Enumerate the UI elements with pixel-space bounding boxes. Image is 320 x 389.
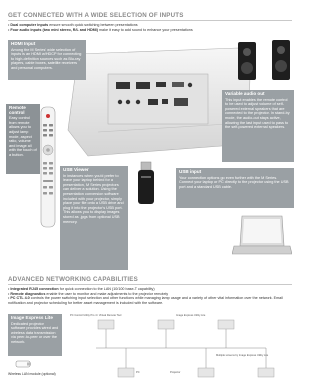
bullet-item: • Remote diagnostics enable the user to monitor and make adjustments to the projector remotely — [8, 291, 169, 296]
usb-drive-icon — [132, 160, 162, 210]
network-diagram — [66, 314, 294, 384]
diagram-label-pc: PC — [136, 371, 140, 374]
laptop-illustration — [232, 212, 292, 262]
usb-viewer-callout — [60, 166, 128, 270]
diagram-label-multiple-screens: Multiple screens by Image Express Utility Lite — [216, 354, 269, 357]
bullet-item: • Dual computer inputs ensure smooth quick switching between presentations — [8, 23, 138, 27]
divider — [8, 20, 292, 21]
wireless-module-icon — [14, 358, 32, 372]
bullet-list-networking — [8, 287, 292, 305]
remote-icon — [40, 106, 56, 230]
diagram-label-projector: Projector — [170, 371, 181, 374]
variable-audio-text: This input enables the remote control to be used to adjust volume of self-powered external speakers that are connected to the projector. In stand-by mode, the audio-out stays active, allowing the last input used to pass to the self-powered external speakers. — [225, 97, 290, 130]
diagram-label-image-express: Image Express Utility Lite — [176, 314, 206, 317]
laptop-icon — [232, 212, 292, 262]
speakers-illustration — [236, 38, 294, 84]
bullet-list-inputs — [8, 23, 292, 32]
variable-audio-callout — [222, 90, 294, 162]
image-express-text: Dedicated projector software provides wired and wireless data transmission via peer-to-peer or over the network. — [11, 321, 59, 344]
hdmi-input-callout — [8, 40, 86, 80]
wireless-module-illustration — [14, 358, 32, 372]
divider — [8, 284, 292, 285]
section-title-inputs: GET CONNECTED WITH A WIDE SELECTION OF INPUTS — [8, 12, 184, 19]
hdmi-input-text: Among the M Series' wide selection of inputs is an HDMI w/HDCP for connecting to high-definition sources such as Blu-ray players, cable boxes, satellite receivers and personal computers. — [11, 47, 82, 70]
hdmi-input-title: HDMI Input — [11, 41, 36, 46]
usb-viewer-title: USB Viewer — [63, 167, 89, 172]
usb-viewer-text: In instances when you'd prefer to leave your laptop behind for a presentation, M Series projectors can deliver a solution. Using the presentation conversion software included with your projector, simply place your file onto a USB drive and plug it into the projector's USB port. This allows you to display images stored as .jpgs from optional USB memory. — [63, 173, 124, 224]
usb-input-text: Your connection options go even further with the M Series. Connect your laptop or PC directly to the projector using the USB port and a standard USB cable. — [179, 175, 289, 189]
wireless-lan-label: Wireless LAN module (optional) — [8, 372, 56, 376]
usb-input-callout — [176, 168, 294, 208]
section-title-networking: ADVANCED NETWORKING CAPABILITIES — [8, 276, 138, 283]
remote-control-title: Remote control — [9, 105, 26, 115]
remote-control-callout — [6, 104, 40, 174]
speaker-icon — [236, 38, 294, 84]
bullet-item: • Four audio inputs (two mini stereo, R/L and HDMI) make it easy to add sound to enhance your presentations — [8, 27, 193, 32]
usb-drive-illustration — [132, 160, 162, 210]
bullet-item: • PC CTL 4.0 controls the power switching input selection and other functions while managing lamp usage and a variety of other vital information over the network. Email notification and projector scheduling for better asset management is included with the software. — [8, 296, 283, 305]
usb-input-title: USB input — [179, 169, 202, 174]
image-express-callout — [8, 314, 62, 356]
bullet-item: • Integrated RJ45 connection for quick connection to the LAN (10/100 base-T capability) — [8, 287, 155, 291]
image-express-title: Image Express Lite — [11, 315, 53, 320]
remote-control-text: Easy control from remote allows you to adjust lamp mode, aspect ratio, volume and image all with the touch of a button. — [9, 116, 37, 157]
diagram-label-pc-ctl: PC Control Utility Pro 4 / Virtual Remote Tool — [70, 314, 122, 317]
remote-control-illustration — [40, 106, 56, 230]
variable-audio-title: Variable audio out — [225, 91, 265, 96]
